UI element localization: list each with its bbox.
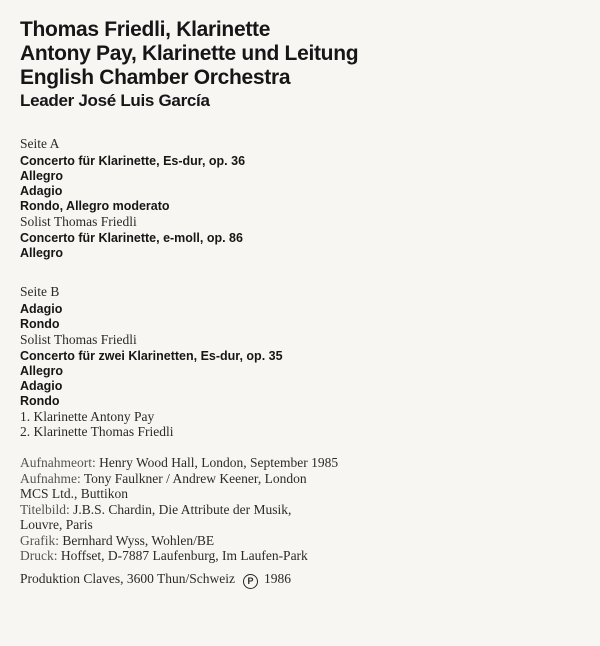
- work-title: Concerto für Klarinette, e-moll, op. 86: [20, 231, 243, 245]
- production-line: [20, 571, 291, 586]
- movement: Adagio: [20, 379, 63, 393]
- performer-soloist: Thomas Friedli, Klarinette: [20, 18, 271, 41]
- credit-value: Henry Wood Hall, London, September 1985: [99, 455, 339, 470]
- credit-recording: [20, 471, 338, 487]
- production-label: Produktion Claves, 3600 Thun/Schweiz: [20, 571, 235, 586]
- credit-label: Grafik:: [20, 532, 59, 548]
- orchestra-name: English Chamber Orchestra: [20, 66, 291, 89]
- performers-header: [20, 18, 358, 112]
- movement: Rondo: [20, 394, 60, 408]
- side-a-heading: Seite A: [20, 136, 60, 151]
- credit-value: J.B.S. Chardin, Die Attribute der Musik,: [73, 501, 292, 517]
- credit-recording-place: [20, 455, 338, 471]
- performer-conductor: Antony Pay, Klarinette und Leitung: [20, 42, 359, 65]
- credit-label: Aufnahme:: [20, 470, 81, 486]
- credit-value: Bernhard Wyss, Wohlen/BE: [62, 532, 215, 548]
- movement: Allegro: [20, 246, 64, 260]
- soloist-credit: 1. Klarinette Antony Pay: [20, 409, 155, 424]
- movement: Adagio: [20, 302, 63, 316]
- credit-value: Tony Faulkner / Andrew Keener, London: [83, 470, 307, 486]
- work-title: Concerto für zwei Klarinetten, Es-dur, op. 35: [20, 349, 283, 363]
- credit-label: Aufnahmeort:: [20, 455, 96, 470]
- orchestra-leader: Leader José Luis García: [20, 91, 210, 110]
- side-a-section: [20, 136, 245, 261]
- credit-value: Hoffset, D-7887 Laufenburg, Im Laufen-Park: [60, 548, 308, 563]
- movement: Rondo, Allegro moderato: [20, 199, 170, 213]
- production-year: 1986: [264, 571, 291, 586]
- credit-cover: [20, 502, 338, 518]
- soloist-credit: Solist Thomas Friedli: [20, 214, 137, 229]
- side-b-heading: Seite B: [20, 284, 60, 299]
- work-title: Concerto für Klarinette, Es-dur, op. 36: [20, 154, 246, 168]
- credit-label: Druck:: [20, 548, 58, 563]
- side-b-section: [20, 284, 283, 439]
- soloist-credit: 2. Klarinette Thomas Friedli: [20, 424, 174, 439]
- movement: Adagio: [20, 184, 63, 198]
- credit-label: Titelbild:: [20, 501, 70, 517]
- soloist-credit: Solist Thomas Friedli: [20, 332, 137, 347]
- credit-print: [20, 548, 338, 564]
- credit-recording-continued: MCS Ltd., Buttikon: [20, 486, 129, 501]
- phonogram-icon: P: [243, 574, 258, 589]
- movement: Allegro: [20, 169, 64, 183]
- movement: Rondo: [20, 317, 60, 331]
- credit-graphics: [20, 533, 338, 549]
- movement: Allegro: [20, 364, 64, 378]
- credit-cover-continued: Louvre, Paris: [20, 517, 93, 532]
- production-credits: [20, 455, 338, 564]
